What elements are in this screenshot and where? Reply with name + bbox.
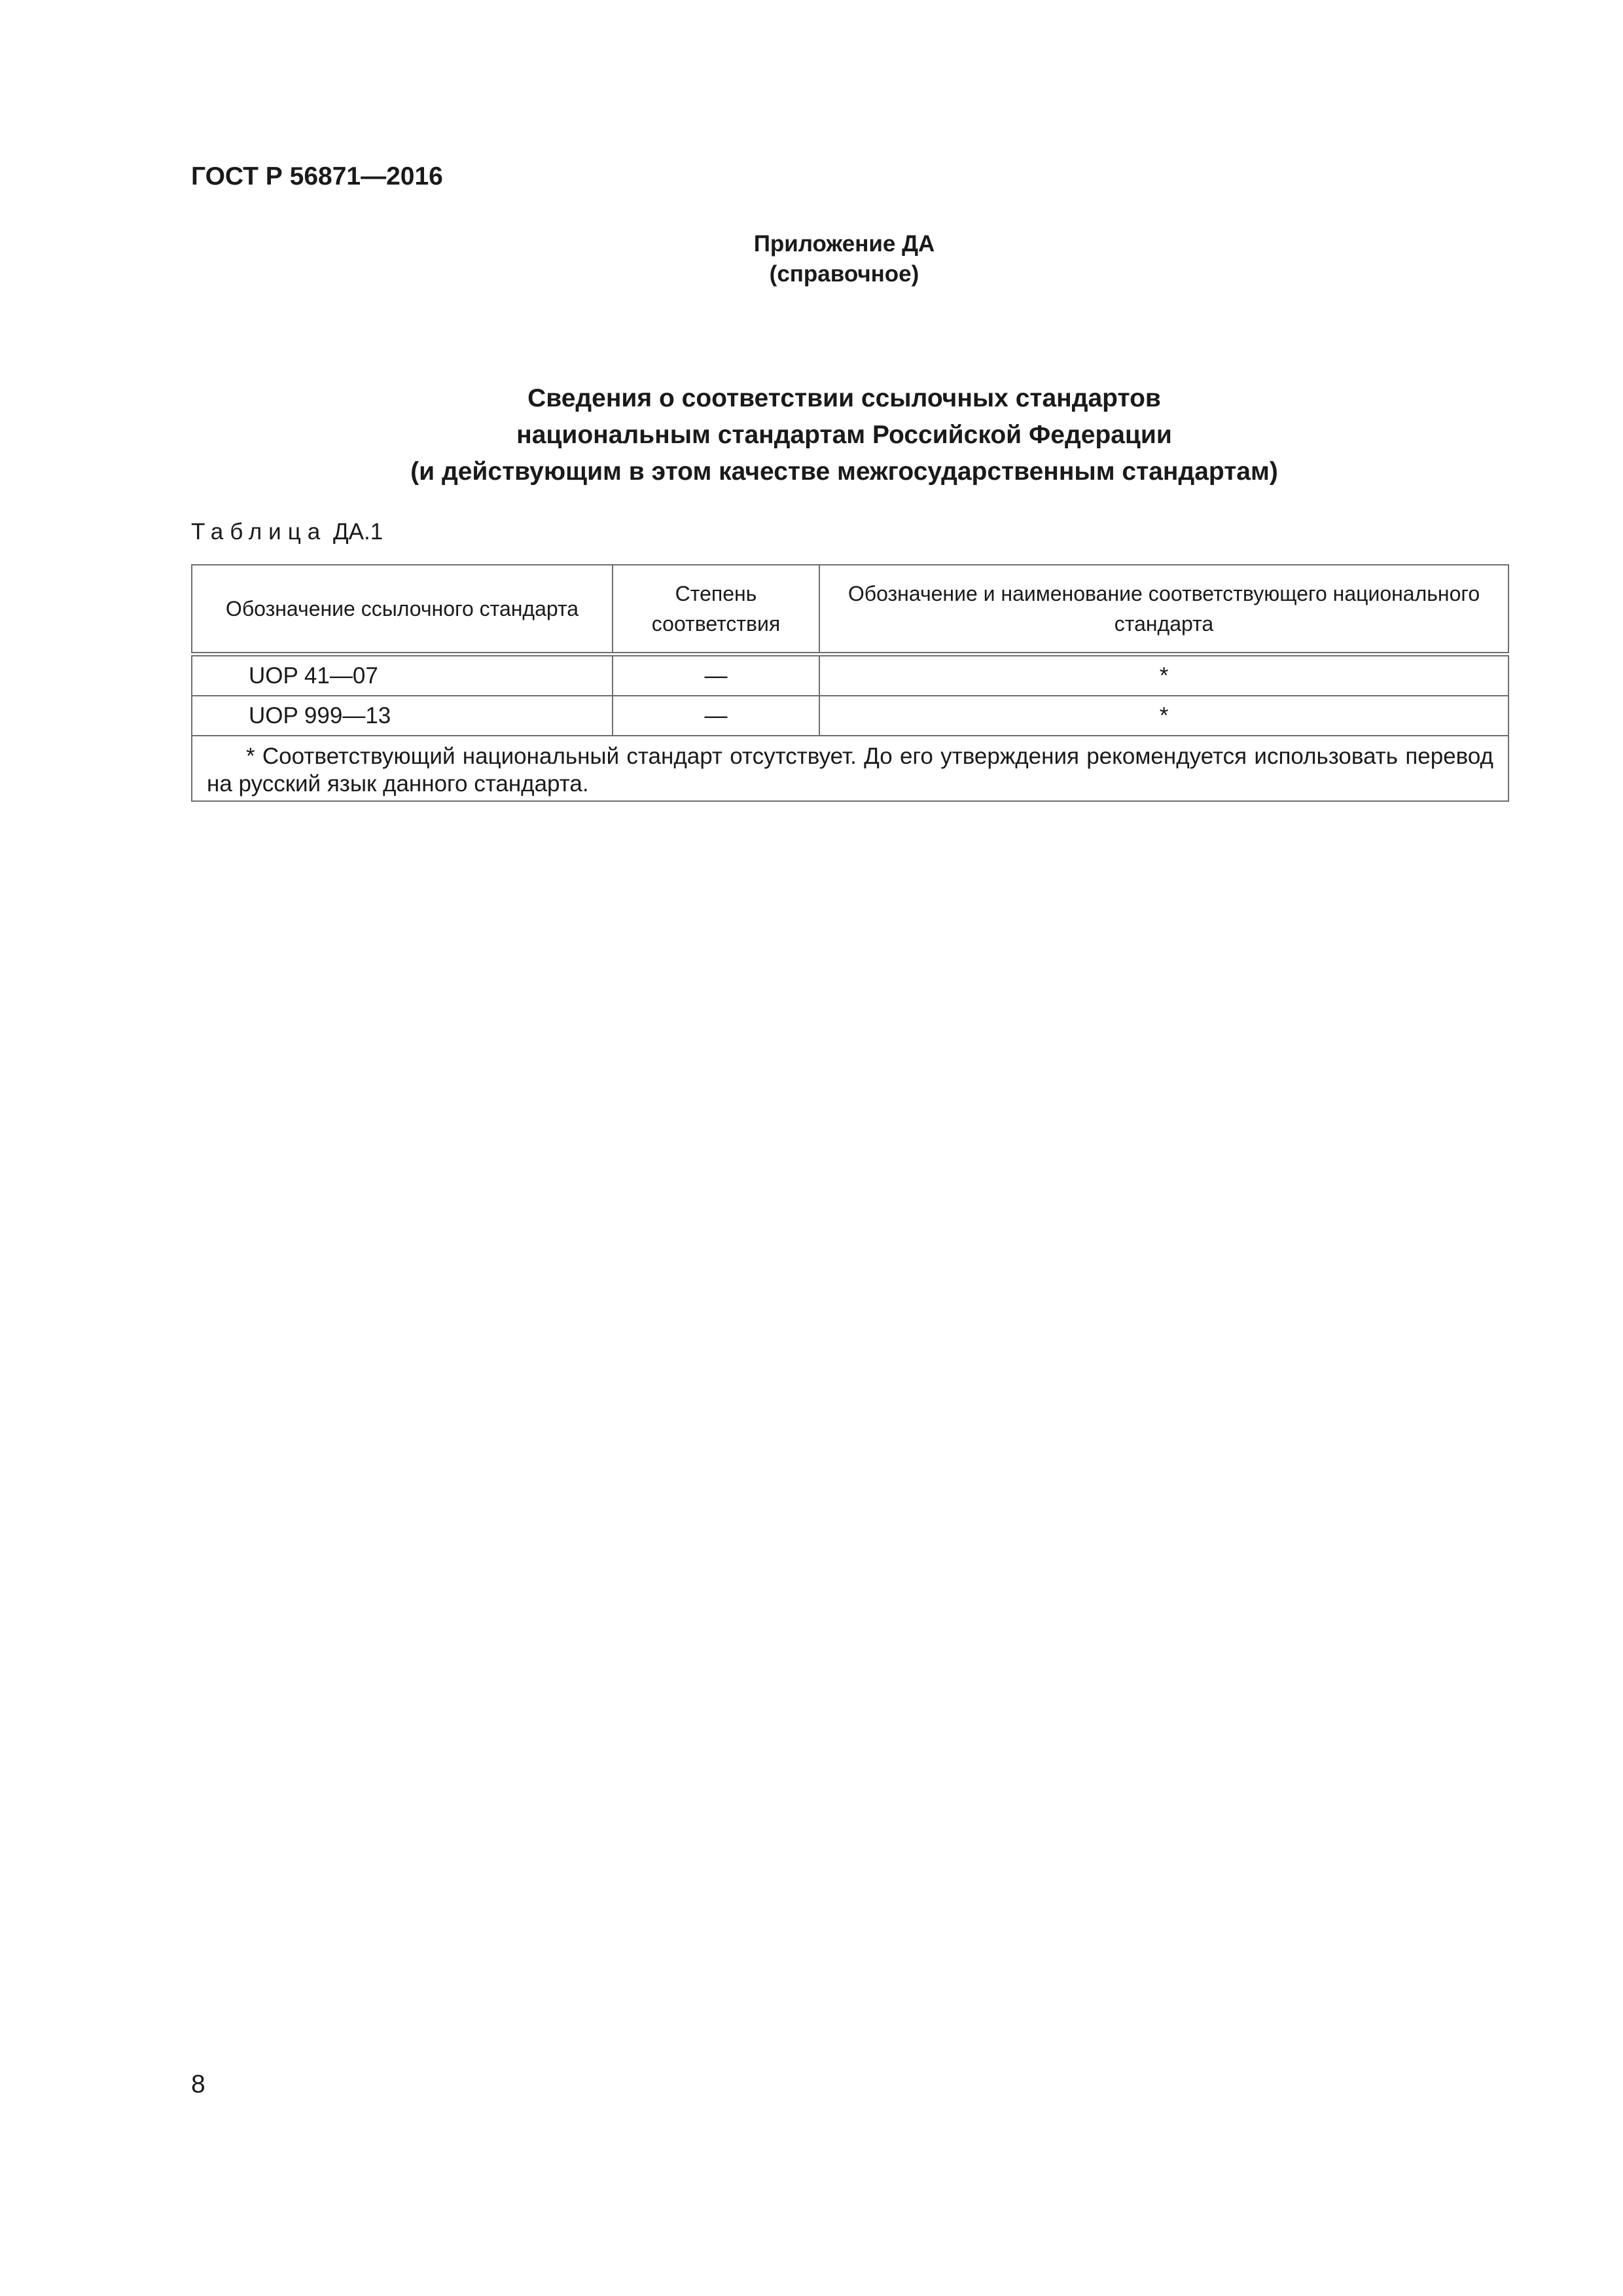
title-line-3: (и действующим в этом качестве межгосударственным стандартам)	[410, 457, 1278, 486]
table-row	[192, 655, 1508, 696]
cell-degree: —	[613, 655, 819, 696]
appendix-label: Приложение ДА	[753, 231, 935, 257]
table-caption	[191, 517, 383, 547]
page-number: 8	[191, 2070, 205, 2098]
cell-degree: —	[613, 696, 819, 736]
reference-standards-table	[191, 564, 1509, 802]
table-footnote	[192, 736, 1508, 801]
standard-code: ГОСТ Р 56871—2016	[191, 162, 443, 190]
cell-reference: UOP 999—13	[192, 696, 613, 736]
column-header-degree: Степень соответствия	[613, 565, 819, 655]
table-header-row	[192, 565, 1508, 655]
column-header-national: Обозначение и наименование соответствующего национального стандарта	[819, 565, 1508, 655]
table-row	[192, 696, 1508, 736]
table-footnote-row	[192, 736, 1508, 801]
column-header-reference: Обозначение ссылочного стандарта	[192, 565, 613, 655]
footnote-mark: *	[246, 744, 255, 769]
cell-national: *	[819, 696, 1508, 736]
cell-national: *	[819, 655, 1508, 696]
title-line-1: Сведения о соответствии ссылочных стандартов	[527, 384, 1161, 412]
cell-reference: UOP 41—07	[192, 655, 613, 696]
table-caption-number: ДА.1	[332, 519, 383, 545]
footnote-text: Соответствующий национальный стандарт отсутствует. До его утверждения рекомендуется использовать перевод на русский язык данного стандарта.	[207, 744, 1493, 797]
table-caption-word: Таблица	[191, 519, 327, 545]
appendix-type: (справочное)	[769, 261, 919, 287]
title-line-2: национальным стандартам Российской Федерации	[516, 421, 1172, 449]
